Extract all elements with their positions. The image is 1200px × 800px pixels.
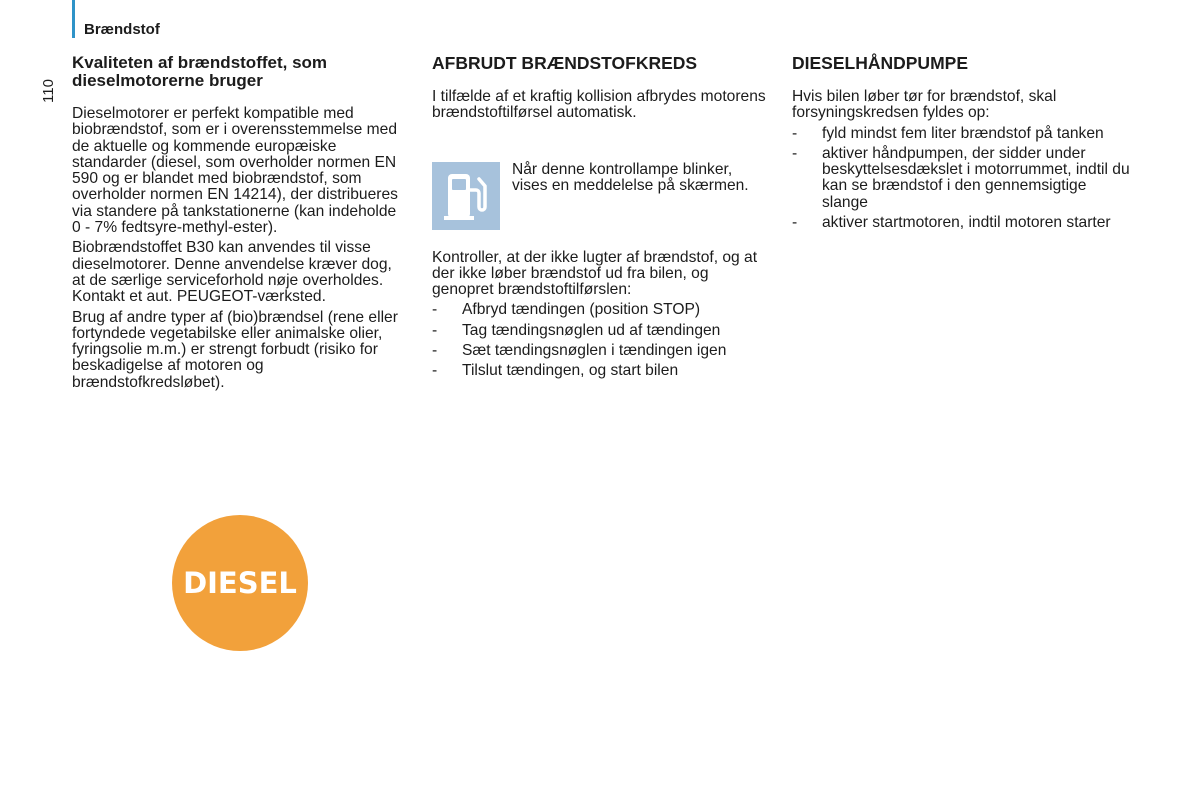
fuel-quality-heading: Kvaliteten af brændstoffet, som dieselmotorerne bruger bbox=[72, 53, 328, 90]
column-fuel-quality bbox=[72, 54, 404, 391]
warning-lamp-text: Når denne kontrollampe blinker, vises en meddelelse på skærmen. bbox=[512, 160, 749, 194]
page-number: 110 bbox=[40, 79, 57, 103]
fuel-quality-paragraph: Brug af andre typer af (bio)brændsel (rene eller fortyndede vegetabilske eller animalske olier, fyringsolie m.m.) er strengt forbudt (risiko for beskadigelse af motoren og brændstofkredsløbet). bbox=[72, 308, 398, 391]
warning-lamp-block bbox=[432, 162, 767, 234]
diesel-badge-label: DIESEL bbox=[183, 566, 297, 600]
fuel-cutoff-intro: I tilfælde af et kraftig kollision afbrydes motorens brændstoftilførsel automatisk. bbox=[432, 88, 766, 122]
list-item: - Tag tændingsnøglen ud af tændingen bbox=[432, 321, 721, 339]
list-item: - Afbryd tændingen (position STOP) bbox=[432, 301, 701, 319]
diesel-badge bbox=[172, 515, 308, 651]
check-instruction: Kontroller, at der ikke lugter af brændstof, og at der ikke løber brændstof ud fra bilen, og genopret brændstoftilførslen: bbox=[432, 248, 758, 299]
list-item: - aktiver håndpumpen, der sidder under beskyttelsesdækslet i motorrummet, indtil du kan se brændstof i den gennemsigtige slange bbox=[792, 144, 1130, 211]
list-item: - Tilslut tændingen, og start bilen bbox=[432, 362, 679, 380]
list-item: - fyld mindst fem liter brændstof på tanken bbox=[792, 124, 1104, 142]
list-item: - Sæt tændingsnøglen i tændingen igen bbox=[432, 342, 727, 360]
fuel-cutoff-heading: AFBRUDT BRÆNDSTOFKREDS bbox=[432, 53, 698, 73]
hand-pump-intro: Hvis bilen løber tør for brændstof, skal forsyningskredsen fyldes op: bbox=[792, 88, 1057, 122]
fuel-quality-paragraph: Dieselmotorer er perfekt kompatible med biobrændstof, som er i overensstemmelse med de aktuelle og kommende europæiske standarder (diesel, som overholder normen EN 590 og er blandet med biobrændstof, som overholder normen EN 14214), der distribueres via standere på tankstationerne (kan indeholde 0 - 7% fedtsyre-methyl-ester). bbox=[72, 105, 398, 237]
column-hand-pump bbox=[792, 54, 1132, 231]
fuel-quality-paragraph: Biobrændstoffet B30 kan anvendes til visse dieselmotorer. Denne anvendelse kræver dog, at de særlige serviceforhold nøje overholdes. Kontakt et aut. PEUGEOT-værksted. bbox=[72, 239, 392, 306]
restore-steps-list bbox=[432, 302, 767, 379]
list-item: - aktiver startmotoren, indtil motoren starter bbox=[792, 214, 1111, 232]
fuel-pump-icon bbox=[432, 162, 500, 230]
section-marker bbox=[72, 0, 75, 38]
hand-pump-steps-list bbox=[792, 126, 1132, 232]
section-title: Brændstof bbox=[84, 21, 160, 38]
hand-pump-heading: DIESELHÅNDPUMPE bbox=[792, 53, 968, 73]
column-fuel-cutoff bbox=[432, 54, 767, 380]
